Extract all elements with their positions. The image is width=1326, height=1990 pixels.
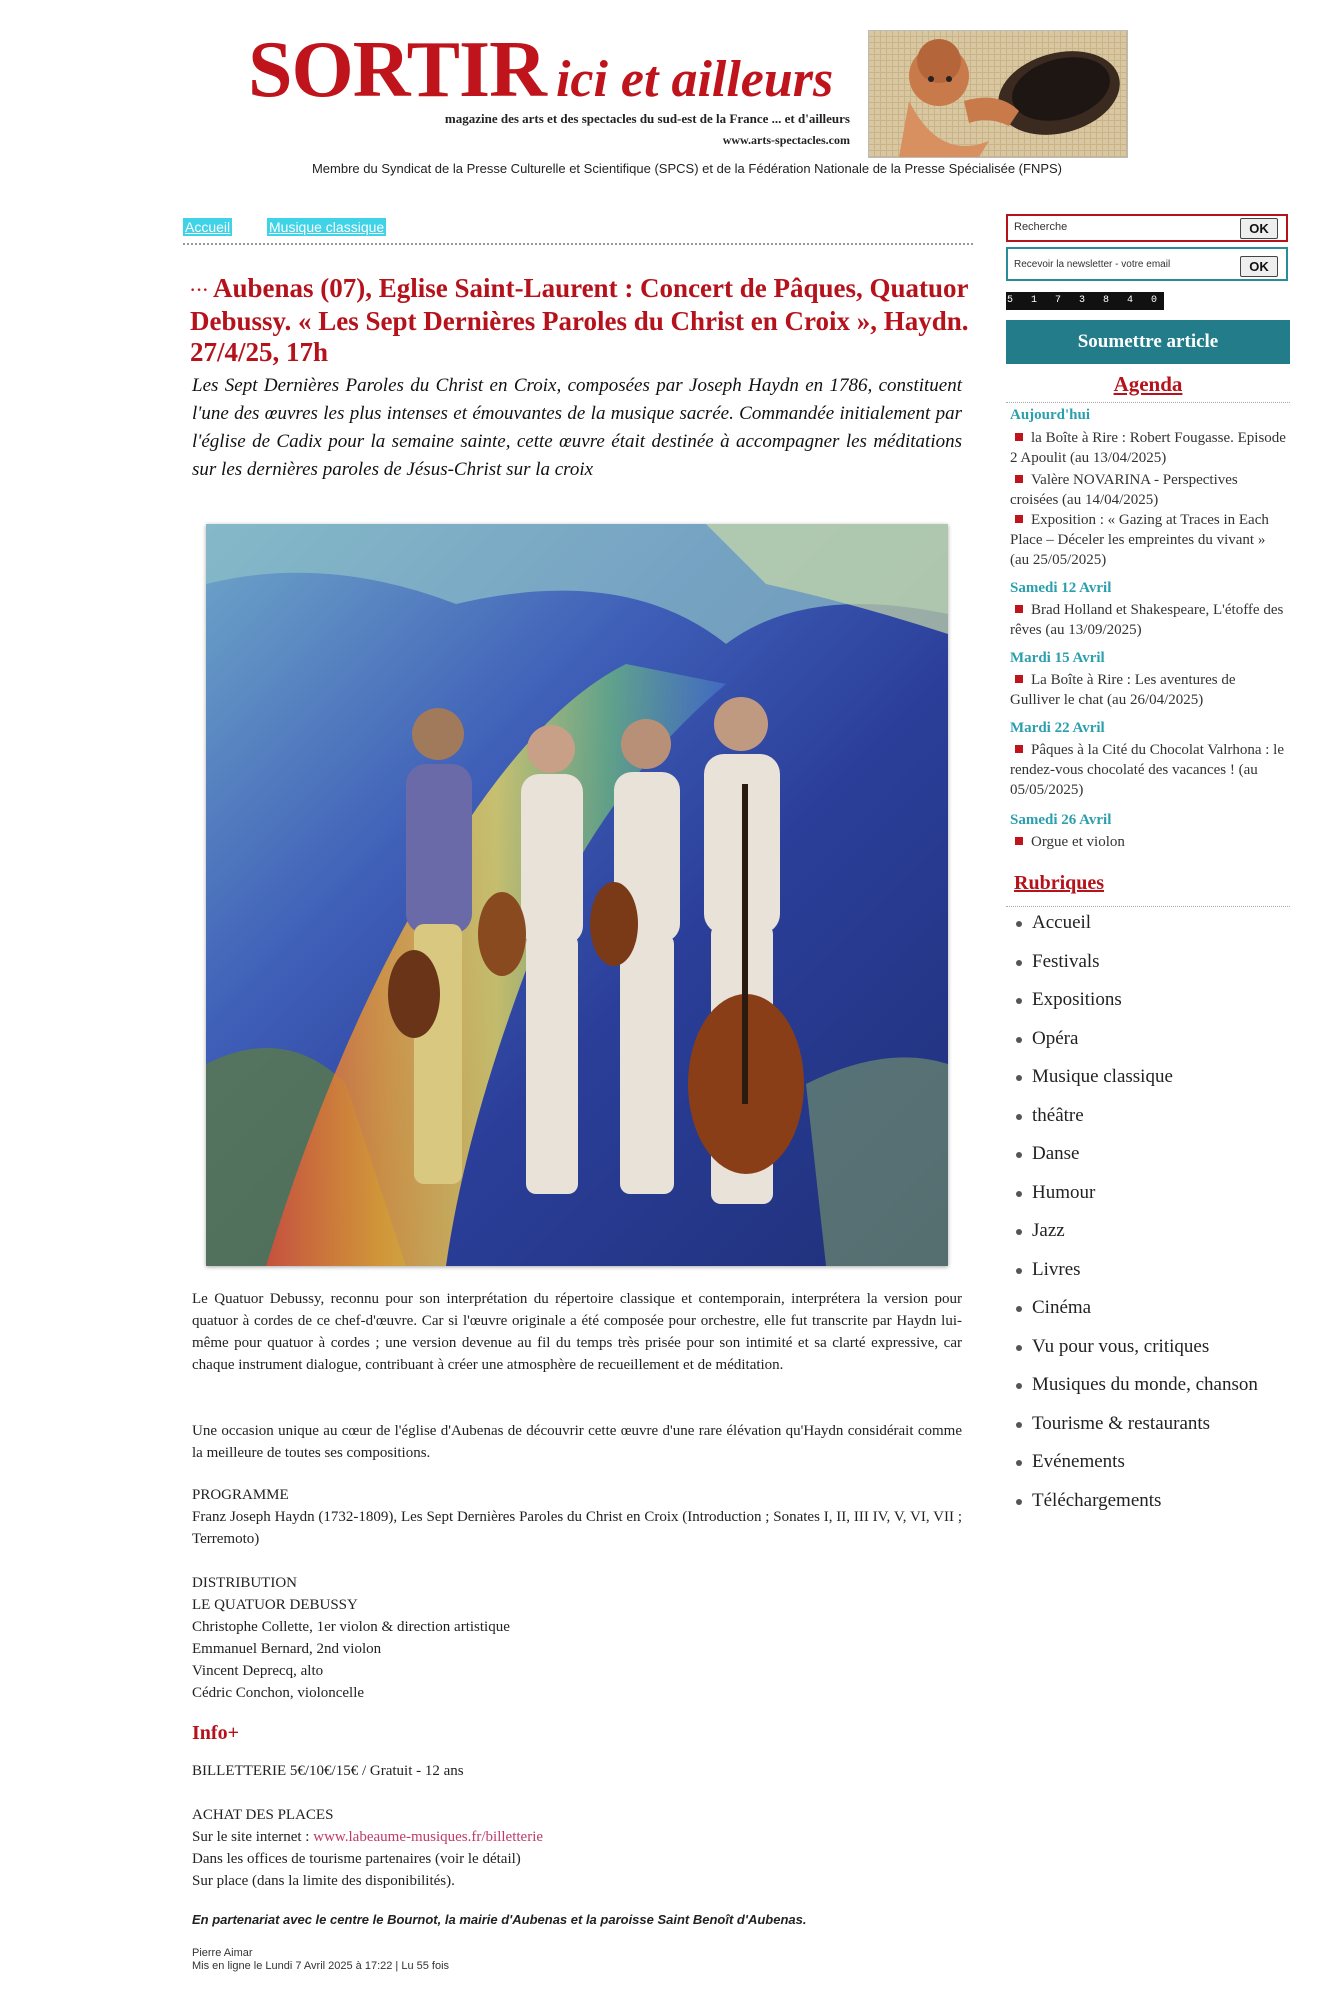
rubrique-item[interactable] [1016, 1490, 1161, 1512]
distribution-line: LE QUATUOR DEBUSSY [192, 1597, 358, 1613]
agenda-event[interactable] [1010, 428, 1286, 468]
bullet-dot-icon [1016, 1345, 1022, 1351]
article-lead: Les Sept Dernières Paroles du Christ en Croix, composées par Joseph Haydn en 1786, constituent l'une des œuvres les plus intenses et émouvantes de la musique sacrée. Commandée initialement par l'église de Cadix pour la semaine sainte, cette œuvre était destinée à accompagner les méditations sur les dernières paroles de Jésus-Christ sur la croix [192, 375, 962, 480]
site-title[interactable] [248, 26, 834, 114]
breadcrumb-home[interactable]: Accueil [185, 219, 231, 235]
achat-web-prefix: Sur le site internet : [192, 1829, 314, 1845]
agenda-event-label: Valère NOVARINA - Perspectives croisées (au 14/04/2025) [1010, 472, 1238, 508]
partner-note: En partenariat avec le centre le Bournot, la mairie d'Aubenas et la paroisse Saint Benoît d'Aubenas. [192, 1912, 807, 1927]
rubrique-label: Accueil [1032, 912, 1092, 933]
agenda-heading[interactable]: Agenda [1113, 372, 1183, 396]
agenda-event[interactable] [1010, 670, 1286, 710]
rubrique-label: Vu pour vous, critiques [1032, 1336, 1210, 1357]
bullet-square-icon [1015, 745, 1023, 753]
bullet-square-icon [1015, 605, 1023, 613]
programme-text: Franz Joseph Haydn (1732-1809), Les Sept Dernières Paroles du Christ en Croix (Introduction ; Sonates I, II, III IV, V, VI, VII ; Terremoto) [192, 1509, 962, 1547]
bullet-dot-icon [1016, 960, 1022, 966]
site-title-main: SORTIR [248, 26, 546, 114]
distribution-line: Christophe Collette, 1er violon & direction artistique [192, 1619, 510, 1635]
agenda-day[interactable]: Samedi 26 Avril [1010, 812, 1112, 828]
agenda-event-label: la Boîte à Rire : Robert Fougasse. Episode 2 Apoulit (au 13/04/2025) [1010, 430, 1286, 466]
rubrique-item[interactable] [1016, 1220, 1065, 1242]
distribution-line: Vincent Deprecq, alto [192, 1663, 324, 1679]
billetterie-line: BILLETTERIE 5€/10€/15€ / Gratuit - 12 ans [192, 1763, 464, 1779]
achat-heading: ACHAT DES PLACES [192, 1807, 334, 1823]
rubriques-divider [1006, 906, 1290, 907]
rubrique-item[interactable] [1016, 1028, 1078, 1050]
info-heading: Info+ [192, 1722, 239, 1744]
rubrique-label: Musique classique [1032, 1066, 1173, 1087]
rubrique-label: Musiques du monde, chanson [1032, 1374, 1258, 1395]
bullet-dot-icon [1016, 1037, 1022, 1043]
article-paragraph-2: Une occasion unique au cœur de l'église d'Aubenas de découvrir cette œuvre d'une rare élévation qu'Haydn considérait comme la meilleure de toutes ses compositions. [192, 1423, 962, 1461]
rubrique-label: Cinéma [1032, 1297, 1092, 1318]
rubrique-item[interactable] [1016, 912, 1091, 934]
rubrique-item[interactable] [1016, 1182, 1095, 1204]
bullet-square-icon [1015, 837, 1023, 845]
article-title-text: Aubenas (07), Eglise Saint-Laurent : Concert de Pâques, Quatuor Debussy. « Les Sept Dernières Paroles du Christ en Croix », Haydn. 27/4/25, 17h [190, 273, 969, 368]
distribution-heading: DISTRIBUTION [192, 1575, 297, 1591]
site-title-italic: ici et ailleurs [555, 51, 834, 108]
published-info: Mis en ligne le Lundi 7 Avril 2025 à 17:22 | Lu 55 fois [192, 1960, 450, 1972]
rubrique-item[interactable] [1016, 1336, 1209, 1358]
agenda-divider [1006, 402, 1290, 403]
agenda-day[interactable]: Mardi 22 Avril [1010, 720, 1105, 736]
agenda-day[interactable]: Aujourd'hui [1010, 407, 1091, 423]
rubrique-label: Tourisme & restaurants [1032, 1413, 1211, 1434]
agenda-event[interactable] [1010, 740, 1286, 800]
agenda-event-label: Brad Holland et Shakespeare, L'étoffe des rêves (au 13/09/2025) [1010, 602, 1284, 638]
bullet-dot-icon [1016, 1075, 1022, 1081]
article-photo-quartet[interactable] [206, 524, 948, 1266]
header-logo-image [868, 30, 1128, 158]
rubrique-label: théâtre [1032, 1105, 1084, 1126]
rubrique-label: Téléchargements [1032, 1490, 1162, 1511]
agenda-event[interactable] [1010, 832, 1286, 852]
search-input[interactable]: Recherche [1014, 221, 1068, 233]
bullet-dot-icon [1016, 1306, 1022, 1312]
site-subtitle: magazine des arts et des spectacles du sud-est de la France ... et d'ailleurs [444, 111, 850, 126]
rubriques-heading[interactable]: Rubriques [1014, 872, 1105, 894]
breadcrumb-category[interactable]: Musique classique [269, 219, 385, 235]
breadcrumb-divider [183, 243, 973, 245]
search-ok-button[interactable]: OK [1240, 218, 1278, 239]
membership-line: Membre du Syndicat de la Presse Culturelle et Scientifique (SPCS) et de la Fédération Nationale de la Presse Spécialisée (FNPS) [311, 161, 1063, 176]
article-title [190, 273, 970, 368]
rubrique-label: Danse [1032, 1143, 1080, 1164]
submit-article-button[interactable]: Soumettre article [1006, 320, 1290, 364]
billetterie-link[interactable]: www.labeaume-musiques.fr/billetterie [313, 1829, 544, 1845]
achat-place-line: Sur place (dans la limite des disponibilités). [192, 1873, 455, 1889]
bullet-dot-icon [1016, 1229, 1022, 1235]
bullet-dot-icon [1016, 1114, 1022, 1120]
achat-web-line [192, 1826, 972, 1848]
agenda-event[interactable] [1010, 600, 1286, 640]
rubrique-label: Humour [1032, 1182, 1096, 1203]
bullet-square-icon [1015, 475, 1023, 483]
bullet-dot-icon [1016, 1499, 1022, 1505]
rubrique-item[interactable] [1016, 1297, 1091, 1319]
bullet-dot-icon [1016, 1152, 1022, 1158]
title-marker-icon: ··· [190, 282, 210, 300]
distribution-line: Emmanuel Bernard, 2nd violon [192, 1641, 382, 1657]
achat-offices-line: Dans les offices de tourisme partenaires (voir le détail) [192, 1851, 521, 1867]
bullet-square-icon [1015, 433, 1023, 441]
rubrique-label: Evénements [1032, 1451, 1125, 1472]
rubrique-item[interactable] [1016, 1413, 1210, 1435]
bullet-dot-icon [1016, 1383, 1022, 1389]
agenda-event[interactable] [1010, 470, 1286, 510]
rubrique-item[interactable] [1016, 951, 1100, 973]
rubrique-item[interactable] [1016, 1143, 1079, 1165]
newsletter-box[interactable] [1006, 247, 1288, 281]
visit-counter: 5 1 7 3 8 4 0 [1006, 292, 1164, 310]
rubrique-label: Opéra [1032, 1028, 1079, 1049]
article-meta [192, 1947, 449, 1973]
search-box[interactable] [1006, 214, 1288, 242]
agenda-event-label: Exposition : « Gazing at Traces in Each Place – Déceler les empreintes du vivant » (au 25/05/2025) [1010, 512, 1269, 568]
agenda-event[interactable] [1010, 510, 1286, 570]
rubrique-item[interactable] [1016, 1105, 1084, 1127]
rubrique-label: Expositions [1032, 989, 1122, 1010]
rubrique-item[interactable] [1016, 1374, 1258, 1396]
rubrique-item[interactable] [1016, 1451, 1125, 1473]
article-paragraph-1: Le Quatuor Debussy, reconnu pour son interprétation du répertoire classique et contemporain, interprétera la version pour quatuor à cordes de ce chef-d'œuvre. Car si l'œuvre originale a été composée pour orchestre, elle fut transcrite par Haydn lui-même pour quatuor à cordes ; une version devenue au fil du temps très prisée pour son intimité et sa clarté expressive, car chaque instrument dialogue, contribuant à créer une atmosphère de recueillement et de méditation. [192, 1291, 962, 1373]
bullet-square-icon [1015, 675, 1023, 683]
agenda-event-label: La Boîte à Rire : Les aventures de Gulliver le chat (au 26/04/2025) [1010, 672, 1236, 708]
bullet-dot-icon [1016, 998, 1022, 1004]
rubrique-item[interactable] [1016, 1259, 1081, 1281]
newsletter-email-input[interactable]: Recevoir la newsletter - votre email [1014, 259, 1171, 270]
bullet-square-icon [1015, 515, 1023, 523]
agenda-event-label: Orgue et violon [1031, 834, 1125, 850]
agenda-day[interactable]: Samedi 12 Avril [1010, 580, 1112, 596]
rubrique-item[interactable] [1016, 1066, 1173, 1088]
bullet-dot-icon [1016, 921, 1022, 927]
distribution-line: Cédric Conchon, violoncelle [192, 1685, 365, 1701]
bullet-dot-icon [1016, 1268, 1022, 1274]
rubrique-label: Livres [1032, 1259, 1081, 1280]
site-url: www.arts-spectacles.com [722, 133, 850, 147]
agenda-event-label: Pâques à la Cité du Chocolat Valrhona : le rendez-vous chocolaté des vacances ! (au 05/05/2025) [1010, 742, 1285, 798]
newsletter-ok-button[interactable]: OK [1240, 256, 1278, 277]
rubrique-label: Jazz [1032, 1220, 1065, 1241]
bullet-dot-icon [1016, 1460, 1022, 1466]
agenda-day[interactable]: Mardi 15 Avril [1010, 650, 1105, 666]
rubrique-item[interactable] [1016, 989, 1122, 1011]
rubrique-label: Festivals [1032, 951, 1100, 972]
bullet-dot-icon [1016, 1191, 1022, 1197]
programme-heading: PROGRAMME [192, 1487, 289, 1503]
author-name: Pierre Aimar [192, 1947, 253, 1959]
bullet-dot-icon [1016, 1422, 1022, 1428]
